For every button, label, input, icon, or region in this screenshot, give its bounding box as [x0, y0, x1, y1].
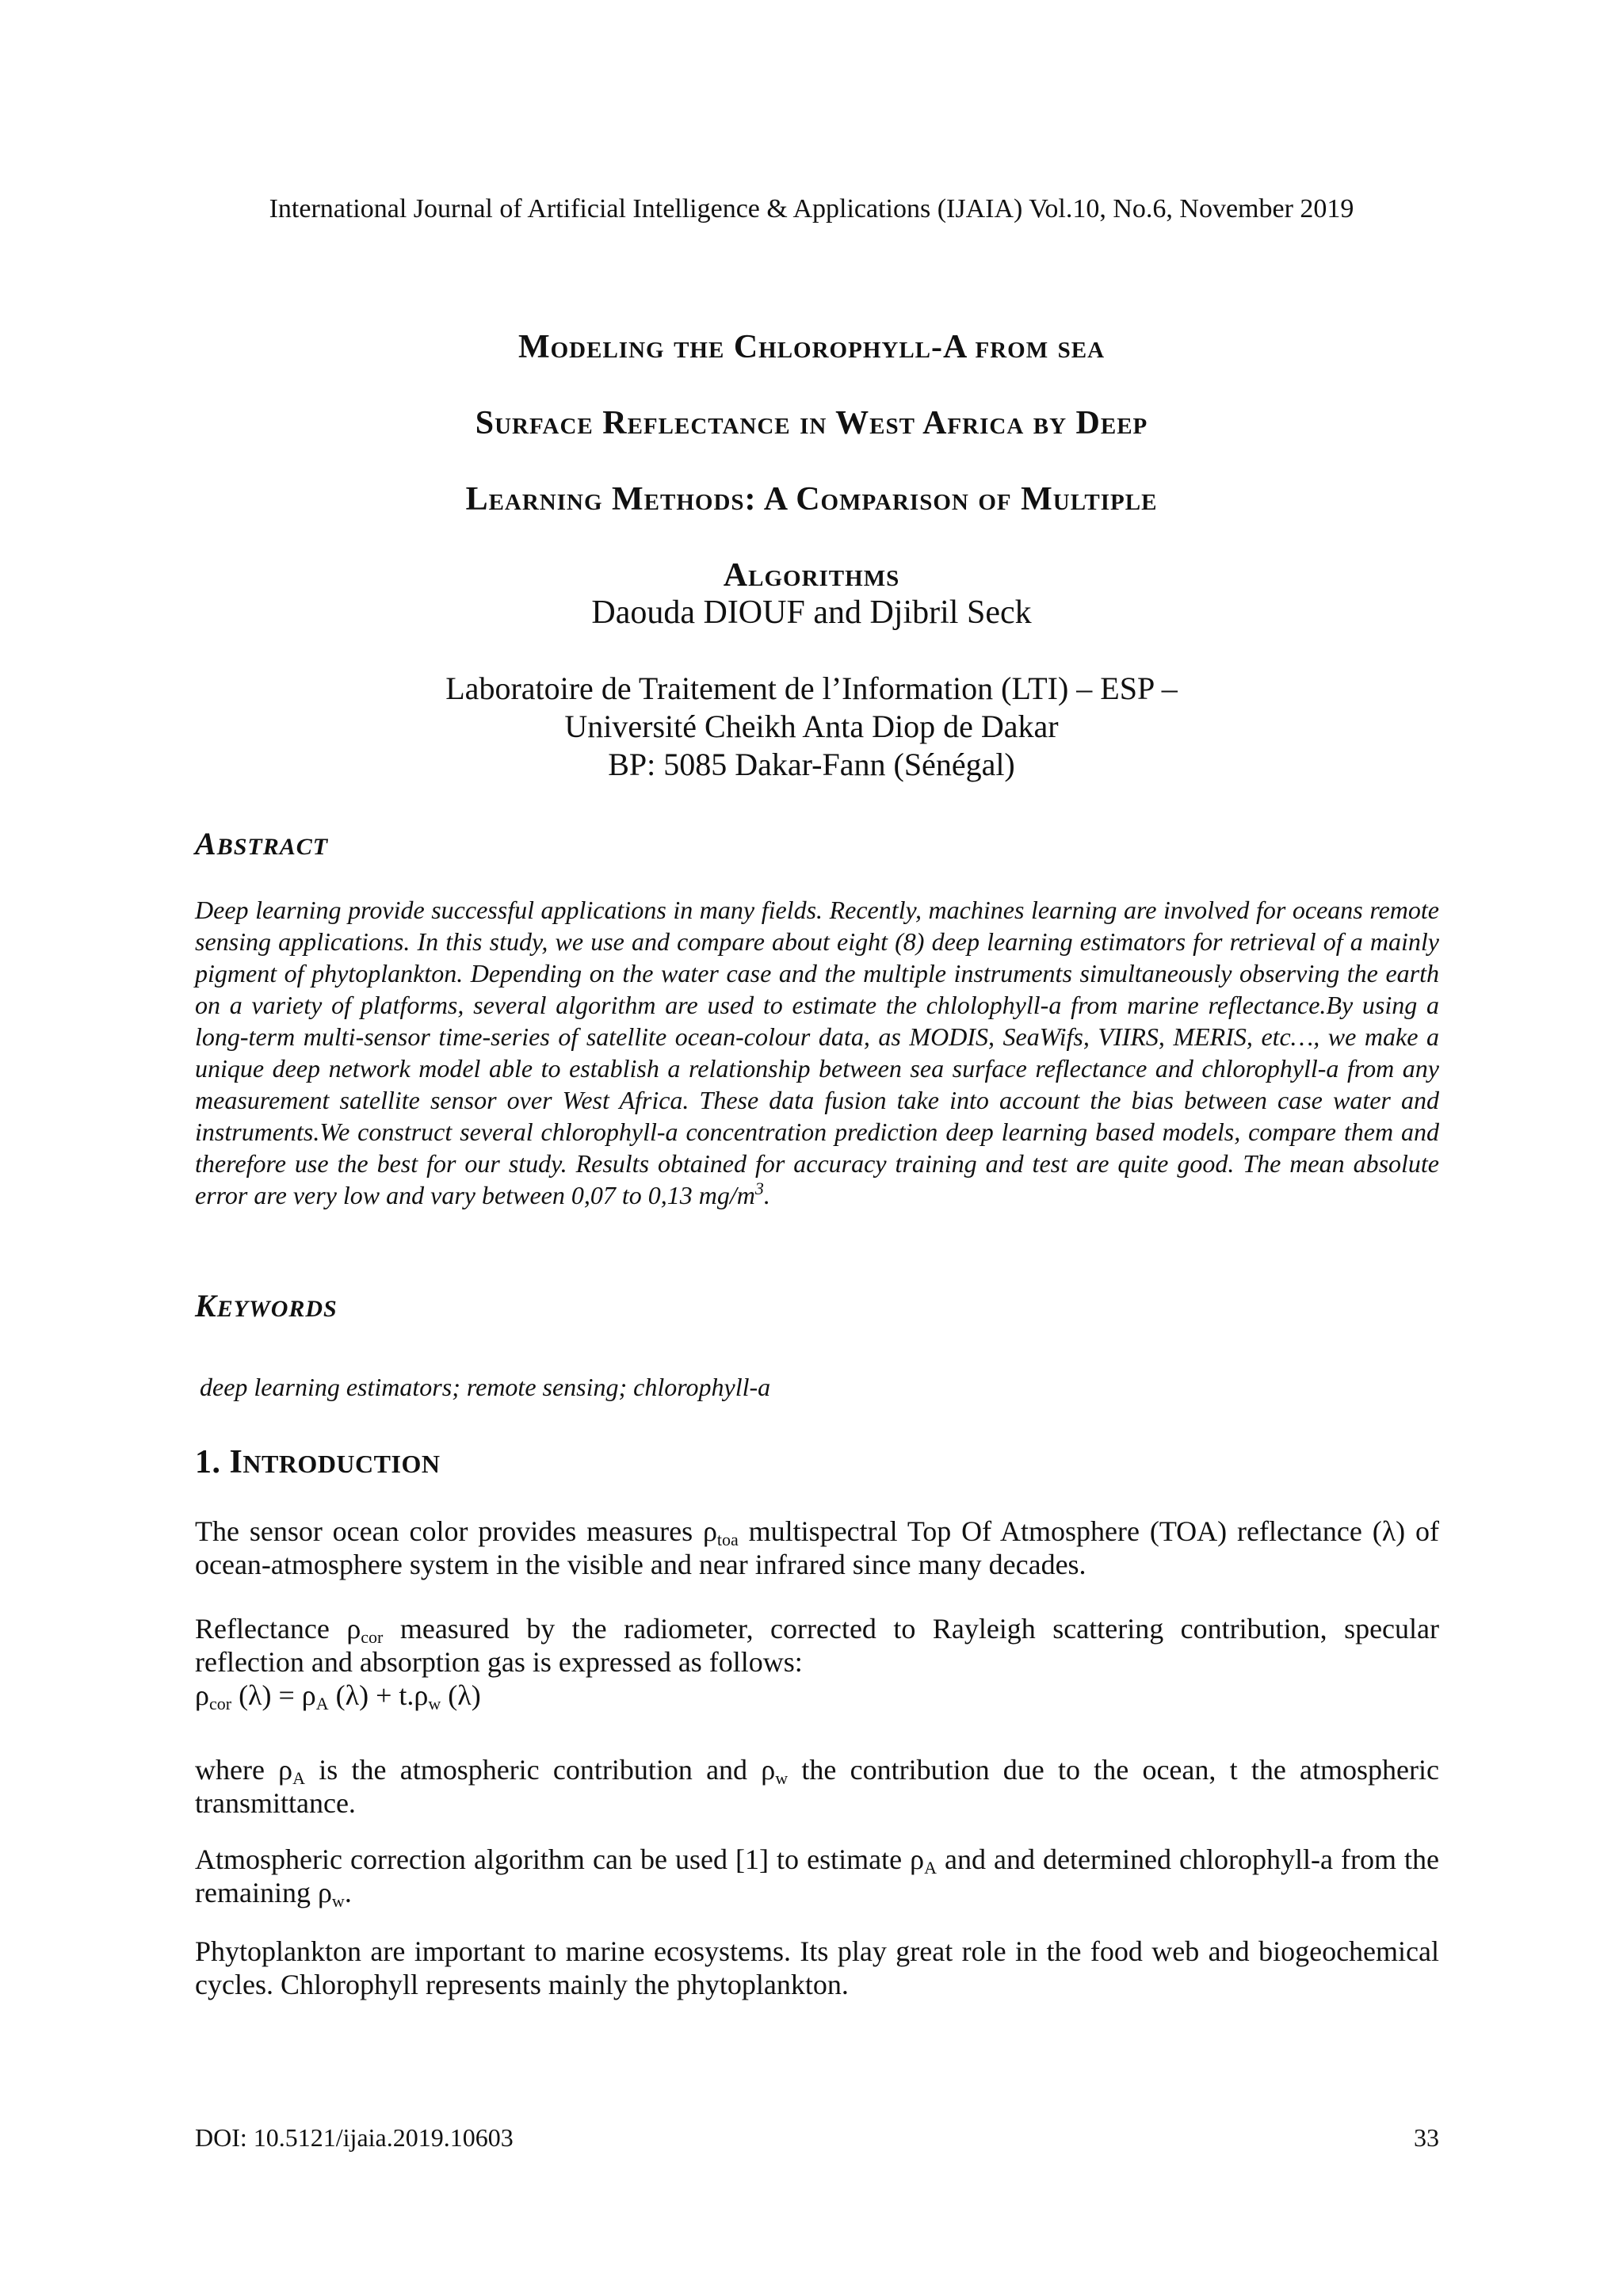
- abstract-text: Deep learning provide successful applications in many fields. Recently, machines learning are involved for oceans remote sensing applications. In this study, we use and compare about eight (8) deep learning estimators for retrieval of a mainly pigment of phytoplankton. Depending on the water case and the multiple instruments simultaneously observing the earth on a variety of platforms, several algorithm are used to estimate the chlolophyll-a from marine reflectance.By using a long-term multi-sensor time-series of satellite ocean-colour data, as MODIS, SeaWifs, VIIRS, MERIS, etc…, we make a unique deep network model able to establish a relationship between sea surface reflectance and chlorophyll-a from any measurement satellite sensor over West Africa. These data fusion take into account the bias between case water and instruments.We construct several chlorophyll-a concentration prediction deep learning based models, compare them and therefore use the best for our study. Results obtained for accuracy training and test are quite good. The mean absolute error are very low and vary between 0,07 to 0,13 $mg/m^3$.: [195, 896, 1439, 1209]
- authors: Daouda DIOUF and Djibril Seck: [591, 594, 1032, 631]
- affiliation: [0, 670, 1623, 784]
- title-line-4: Algorithms: [723, 557, 900, 594]
- keywords-heading: KEYWORDS: [195, 1288, 338, 1324]
- paper-title: [119, 309, 1504, 613]
- abstract-heading: ABSTRACT: [195, 826, 329, 861]
- intro-paragraph-1: The sensor ocean color provides measures $\rho_{toa}$ multispectral Top Of Atmosphere (TOA) reflectance (λ) of ocean-atmosphere system in the visible and near infrared since many decades.: [195, 1515, 1440, 1580]
- title-line-1: Modeling the Chlorophyll-A from sea: [517, 329, 1106, 365]
- running-head: International Journal of Artificial Intelligence & Applications (IJAIA) Vol.10, No.6, November 2019: [269, 194, 1354, 223]
- title-line-2: Surface Reflectance in West Africa by Deep: [475, 405, 1148, 441]
- keywords-text: deep learning estimators; remote sensing; chlorophyll-a: [200, 1373, 771, 1401]
- intro-paragraph-4: Atmospheric correction algorithm can be used [1] to estimate $\rho_A$ and and determined chlorophyll-a from the remaining $\rho_w$.: [195, 1843, 1439, 1911]
- page-number: 33: [1414, 2123, 1439, 2152]
- reflectance-equation: $\rho_{cor}$ $(\lambda) = \rho_A$ $(\lambda) + t.\rho_w$ (λ): [195, 1679, 481, 1713]
- intro-paragraph-2: Reflectance $\rho_{cor}$ measured by the radiometer, corrected to Rayleigh scattering contribution, specular reflection and absorption gas is expressed as follows:: [195, 1613, 1440, 1678]
- intro-paragraph-5: Phytoplankton are important to marine ecosystems. Its play great role in the food web and biogeochemical cycles. Chlorophyll represents mainly the phytoplankton.: [195, 1935, 1439, 2000]
- affiliation-line-1: Laboratoire de Traitement de l’Information (LTI) – ESP –: [445, 670, 1178, 706]
- affiliation-line-3: BP: 5085 Dakar-Fann (Sénégal): [608, 747, 1015, 782]
- introduction-heading: 1. INTRODUCTION: [195, 1444, 441, 1480]
- intro-paragraph-3: where $\rho_A$ is the atmospheric contribution and $\rho_w$ the contribution due to the ocean, t the atmospheric transmittance.: [195, 1754, 1439, 1819]
- doi-footer: DOI: 10.5121/ijaia.2019.10603: [195, 2123, 514, 2152]
- title-line-3: Learning Methods: A Comparison of Multiple: [465, 481, 1158, 518]
- affiliation-line-2: Université Cheikh Anta Diop de Dakar: [564, 709, 1059, 744]
